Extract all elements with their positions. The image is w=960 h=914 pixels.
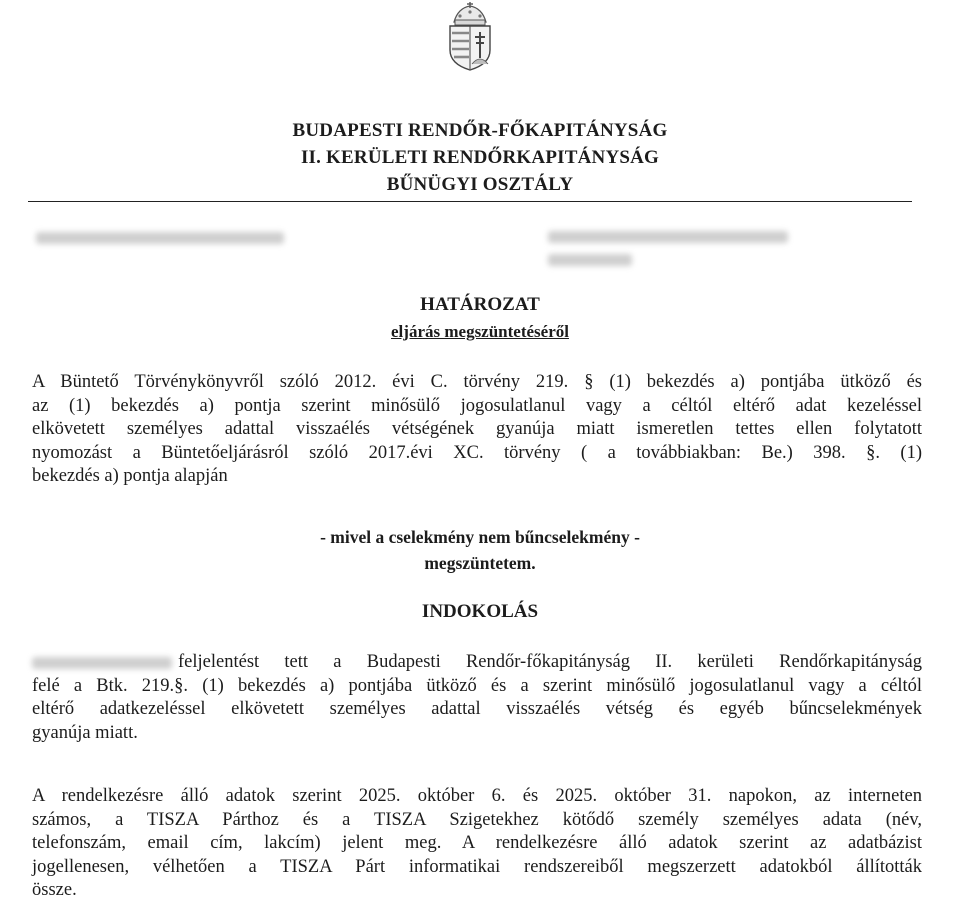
redacted-complainant-name bbox=[32, 657, 172, 669]
text-line: össze. bbox=[32, 880, 77, 901]
decision-subtitle: eljárás megszüntetéséről bbox=[391, 322, 569, 341]
paragraph-legal-basis bbox=[32, 371, 922, 489]
text-line: A Büntető Törvénykönyvről szóló 2012. évi C. törvény 219. § (1) bekezdés a) pontjába ütköző és bbox=[32, 372, 922, 392]
redacted-reference-number bbox=[36, 232, 284, 244]
text-line: feljelentést tett a Budapesti Rendőr-főkapitányság II. kerületi Rendőrkapitányság bbox=[32, 651, 922, 675]
paragraph-complaint bbox=[32, 651, 922, 745]
text-line: telefonszám, email cím, lakcím) jelent meg. A rendelkezésre álló adatok szerint az adatbázist bbox=[32, 833, 922, 854]
text-line: az (1) bekezdés a) pontja szerint minősülő jogosulatlanul vagy a céltól eltérő adat kezeléssel bbox=[32, 395, 922, 416]
text-line: gyanúja miatt. bbox=[32, 722, 138, 743]
text-line: számos, a TISZA Párthoz és a TISZA Szigetekhez kötődő személy személyes adata (név, bbox=[32, 809, 922, 830]
text-line: eltérő adatkezeléssel elkövetett személyes adattal visszaélés vétség és egyéb bűncselekmények bbox=[32, 699, 922, 720]
text-line: elkövetett személyes adattal visszaélés vétségének gyanúja miatt ismeretlen tettes ellen folytatott bbox=[32, 419, 922, 440]
text-line: jogellenesen, vélhetően a TISZA Párt informatikai rendszereiből megszerzett adatokból állították bbox=[32, 856, 922, 877]
ruling-line-1: - mivel a cselekmény nem bűncselekmény - bbox=[320, 527, 640, 547]
redacted-reference-line-2 bbox=[548, 254, 632, 266]
redacted-reference-line-1 bbox=[548, 231, 788, 243]
paragraph-facts bbox=[32, 785, 922, 903]
decision-title: HATÁROZAT bbox=[420, 294, 540, 315]
text-line: nyomozást a Büntetőeljárásról szóló 2017.évi XC. törvény ( a továbbiakban: Be.) 398. §. (1) bbox=[32, 442, 922, 463]
header-line-3: BŰNÜGYI OSZTÁLY bbox=[386, 174, 574, 195]
text-line: A rendelkezésre álló adatok szerint 2025. október 6. és 2025. október 31. napokon, az interneten bbox=[32, 786, 922, 806]
ruling-line-2: megszüntetem. bbox=[424, 553, 536, 573]
header-line-2: II. KERÜLETI RENDŐRKAPITÁNYSÁG bbox=[300, 147, 660, 168]
header-divider bbox=[28, 201, 912, 202]
header-line-1: BUDAPESTI RENDŐR-FŐKAPITÁNYSÁG bbox=[292, 120, 668, 141]
reasoning-title: INDOKOLÁS bbox=[421, 601, 539, 622]
text-line: felé a Btk. 219.§. (1) bekezdés a) pontjába ütköző és a szerint minősülő jogosulatlanul vagy a céltól bbox=[32, 675, 922, 696]
text-line: bekezdés a) pontja alapján bbox=[32, 466, 228, 487]
coat-of-arms-emblem bbox=[444, 2, 496, 72]
